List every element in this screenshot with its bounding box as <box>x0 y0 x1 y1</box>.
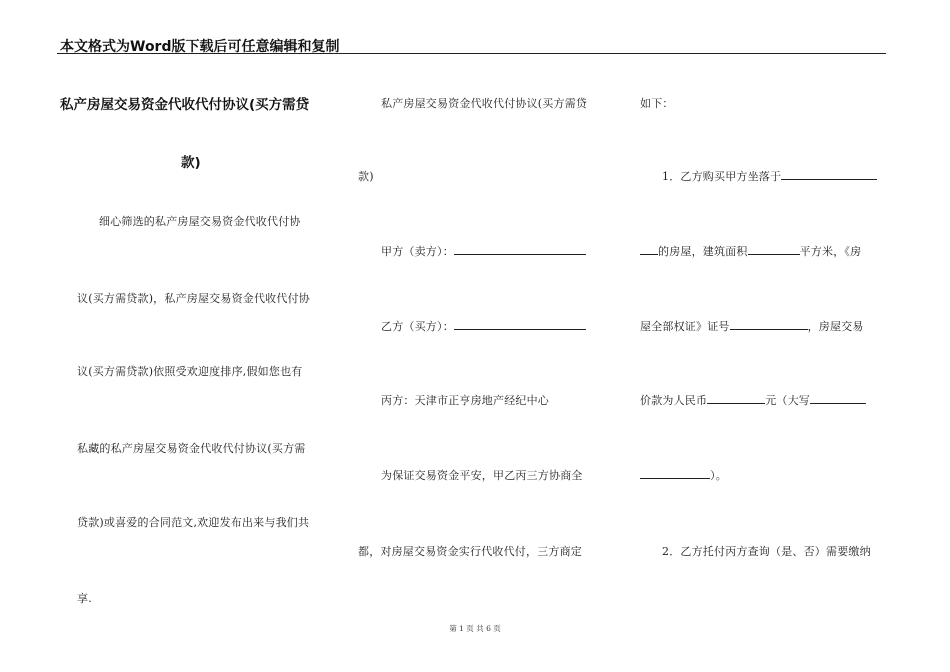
col1-line-5: 贷款)或喜爱的合同范文,欢迎发布出来与我们共 <box>77 516 310 529</box>
col1-line-2: 议(买方需贷款)，私产房屋交易资金代收代付协 <box>77 292 310 305</box>
col1-line-6: 享. <box>77 592 92 605</box>
item-5-text: ）。 <box>710 469 727 482</box>
col2-paragraph-1: 为保证交易资金平安，甲乙丙三方协商全 <box>381 469 583 482</box>
item-2-text-b: 平方米，《房 <box>799 245 862 258</box>
col1-line-4: 私藏的私产房屋交易资金代收代付协议(买方需 <box>77 442 306 455</box>
item-3-text-b: ，房屋交易 <box>807 320 864 333</box>
item-2-line <box>640 243 861 259</box>
item-5-line <box>640 467 727 483</box>
page-number: 第 1 页 共 6 页 <box>449 624 501 633</box>
area-blank <box>748 243 800 255</box>
certificate-blank <box>730 318 808 330</box>
header-rule <box>57 53 886 54</box>
price-words-blank <box>810 392 866 404</box>
party-b-line <box>381 318 586 334</box>
col3-intro: 如下： <box>640 97 674 110</box>
col2-paragraph-2: 都，对房屋交易资金实行代收代付，三方商定 <box>358 545 582 558</box>
document-banner: 本文格式为Word版下载后可任意编辑和复制 <box>60 39 340 55</box>
item-2-text-a: 的房屋，建筑面积 <box>658 245 748 258</box>
location-blank-cont <box>640 243 658 255</box>
document-title-line1: 私产房屋交易资金代收代付协议(买方需贷 <box>60 97 310 113</box>
col1-line-1: 细心筛选的私产房屋交易资金代收代付协 <box>99 215 301 228</box>
party-c-line: 丙方：天津市正亨房地产经纪中心 <box>381 394 549 407</box>
price-blank <box>707 392 765 404</box>
col2-title-b: 款) <box>358 170 374 183</box>
location-blank <box>781 168 877 180</box>
party-b-label: 乙方（买方）： <box>381 320 454 333</box>
party-a-line <box>381 243 586 259</box>
item-4-text-a: 价款为人民币 <box>640 394 708 407</box>
party-a-label: 甲方（卖方）： <box>381 245 454 258</box>
col1-line-3: 议(买方需贷款)依照受欢迎度排序,假如您也有 <box>77 365 303 378</box>
col2-title-a: 私产房屋交易资金代收代付协议(买方需贷 <box>381 97 588 110</box>
item-6-line: 2．乙方托付丙方查询（是、否）需要缴纳 <box>662 545 871 558</box>
item-3-text-a: 屋全部权证》证号 <box>640 320 730 333</box>
item-1-text: 1．乙方购买甲方坐落于 <box>662 170 782 183</box>
item-1-line <box>662 168 877 184</box>
item-4-line <box>640 392 866 408</box>
price-words-blank-cont <box>640 467 710 479</box>
item-3-line <box>640 318 864 334</box>
party-b-blank <box>454 318 586 330</box>
item-4-text-b: 元（大写 <box>765 394 811 407</box>
party-a-blank <box>454 243 586 255</box>
document-title-line2: 款) <box>181 155 201 171</box>
